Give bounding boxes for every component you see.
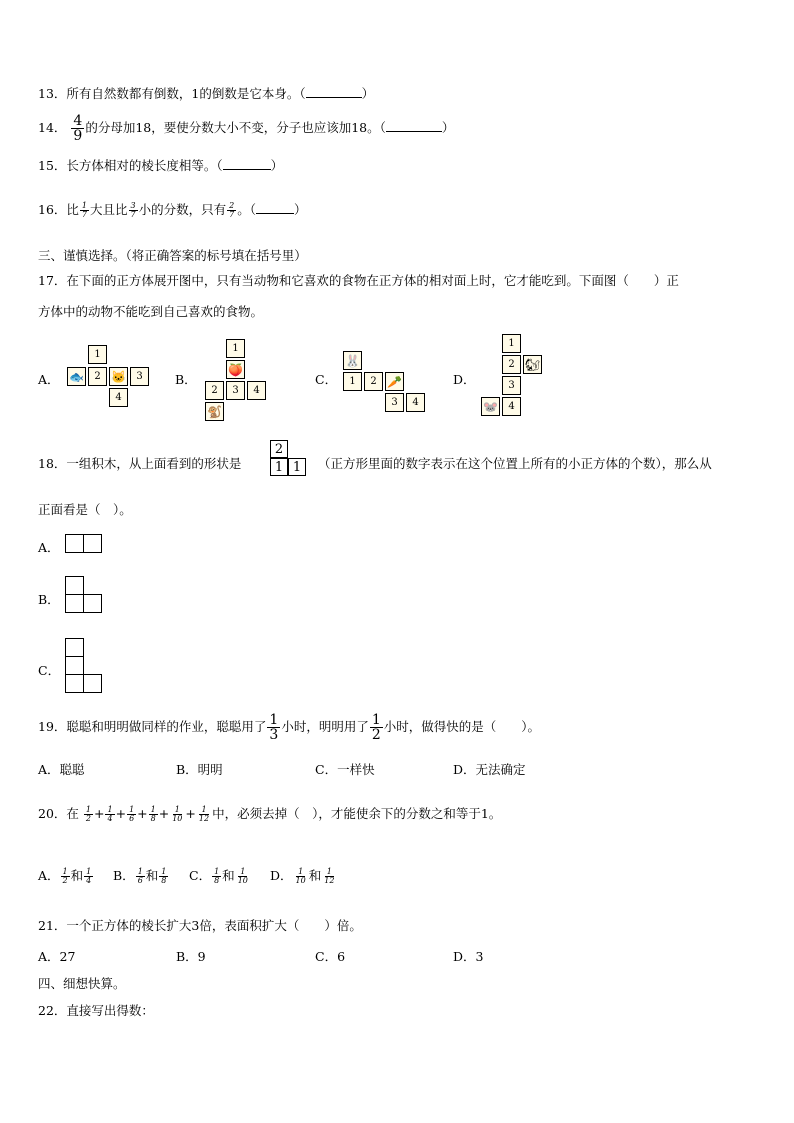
numerator: 1 <box>174 805 180 814</box>
fraction <box>61 868 70 885</box>
option-label-c[interactable]: C． <box>315 372 338 387</box>
option-label-d[interactable]: D． <box>453 372 476 387</box>
denominator: 4 <box>107 814 113 823</box>
fraction <box>236 868 250 885</box>
answer-blank[interactable] <box>256 202 294 214</box>
square <box>65 576 84 595</box>
question-21 <box>38 916 362 934</box>
text-segment: 中，必须去掉（ ），才能使余下的分数之和等于1。 <box>212 806 502 821</box>
fraction <box>227 202 236 219</box>
question-17-line-2: 方体中的动物不能吃到自己喜欢的食物。 <box>38 304 264 319</box>
peach-icon: 🍑 <box>226 360 245 379</box>
question-number: 16． <box>38 202 67 217</box>
square <box>65 674 84 693</box>
conjunction: 和 <box>308 868 322 883</box>
numerator: 1 <box>129 805 135 814</box>
text-segment: 。（ <box>237 202 256 217</box>
numerator: 1 <box>371 712 381 728</box>
option-label: B． <box>113 868 135 883</box>
text-segment: 小时，明明用了 <box>281 719 369 734</box>
fraction <box>84 868 93 885</box>
square <box>83 534 102 553</box>
plus-sign: + <box>115 806 127 821</box>
question-number: 14． <box>38 120 67 135</box>
option-label: D． <box>270 868 293 883</box>
net-cell: 1 <box>226 339 245 358</box>
numerator: 1 <box>62 867 68 876</box>
grid-cell: 1 <box>270 458 288 476</box>
plus-sign: + <box>158 806 170 821</box>
question-text: 长方体相对的棱长度相等。（ <box>66 158 223 173</box>
option-label-a[interactable]: A． <box>38 372 60 387</box>
fraction <box>370 713 383 742</box>
option-label-a[interactable]: A． <box>38 540 60 555</box>
option-label: A． <box>38 868 60 883</box>
option-b[interactable]: B．明明 <box>176 762 223 777</box>
question-number: 19． <box>38 719 67 734</box>
question-22 <box>38 1001 154 1019</box>
denominator: 10 <box>237 876 248 885</box>
net-cell: 1 <box>343 372 362 391</box>
question-text: 一组积木，从上面看到的形状是 <box>66 456 242 471</box>
fraction <box>136 868 145 885</box>
numerator: 1 <box>326 867 332 876</box>
option-label-b[interactable]: B． <box>38 592 60 607</box>
question-text: 在下面的正方体展开图中，只有当动物和它喜欢的食物在正方体的相对面上时，它才能吃到。下面图（ ）正 <box>66 273 679 288</box>
question-20 <box>38 804 501 823</box>
net-cell: 4 <box>109 388 128 407</box>
fraction <box>170 806 184 823</box>
question-16 <box>38 200 307 219</box>
question-17-line-1 <box>38 271 679 289</box>
fraction <box>105 806 114 823</box>
numerator: 4 <box>73 113 83 129</box>
question-18-line-2: 正面看是（ ）。 <box>38 502 132 517</box>
paren-close: ） <box>294 202 307 217</box>
denominator: 12 <box>198 814 210 823</box>
denominator: 7 <box>81 210 88 219</box>
plus-sign: + <box>137 806 148 821</box>
text-segment: 在 <box>66 806 79 821</box>
question-number: 13． <box>38 86 67 101</box>
denominator: 9 <box>73 128 83 144</box>
question-15 <box>38 156 283 174</box>
numerator: 1 <box>298 867 304 876</box>
net-cell: 3 <box>385 393 404 412</box>
cat-icon: 🐱 <box>109 367 128 386</box>
question-number: 22． <box>38 1003 67 1018</box>
top-view-grid <box>270 440 310 478</box>
numerator: 1 <box>201 805 207 814</box>
option-c[interactable]: C．6 <box>315 949 346 964</box>
net-cell: 1 <box>502 334 521 353</box>
option-c[interactable] <box>189 866 251 885</box>
conjunction: 和 <box>145 868 159 883</box>
option-label-b[interactable]: B． <box>175 372 197 387</box>
monkey-icon: 🐒 <box>205 402 224 421</box>
fraction <box>212 868 221 885</box>
question-text: 的分母加18，要使分数大小不变，分子也应该加18。（ <box>85 120 386 135</box>
question-number: 20． <box>38 806 67 821</box>
fraction <box>149 806 158 823</box>
answer-blank[interactable] <box>223 158 271 170</box>
denominator: 2 <box>371 727 381 743</box>
question-number: 15． <box>38 158 67 173</box>
denominator: 2 <box>85 814 91 823</box>
numerator: 2 <box>229 201 235 210</box>
grid-cell: 2 <box>270 440 288 458</box>
option-b[interactable] <box>113 866 169 885</box>
option-b[interactable]: B．9 <box>176 949 206 964</box>
fish-icon: 🐟 <box>67 367 86 386</box>
option-a[interactable]: A．聪聪 <box>38 762 85 777</box>
fraction <box>159 868 168 885</box>
net-cell: 2 <box>364 372 383 391</box>
question-number: 17． <box>38 273 67 288</box>
plus-sign: + <box>185 806 196 821</box>
section-heading-3: 三、谨慎选择。（将正确答案的标号填在括号里） <box>38 248 307 263</box>
question-number: 18． <box>38 456 67 471</box>
option-label: C． <box>189 868 212 883</box>
squirrel-icon: 🐿 <box>523 355 542 374</box>
text-segment: 大且比 <box>90 202 128 217</box>
numerator: 1 <box>86 867 92 876</box>
net-cell: 3 <box>502 376 521 395</box>
question-14 <box>38 114 454 143</box>
fraction <box>84 806 93 823</box>
answer-blank[interactable] <box>386 120 442 132</box>
square <box>65 656 84 675</box>
numerator: 1 <box>269 712 279 728</box>
denominator: 10 <box>295 876 306 885</box>
numerator: 1 <box>107 805 113 814</box>
option-label-c[interactable]: C． <box>38 663 61 678</box>
net-cell: 4 <box>247 381 266 400</box>
option-a[interactable]: A．27 <box>38 949 76 964</box>
question-text: 直接写出得数： <box>66 1003 154 1018</box>
numerator: 3 <box>130 201 136 210</box>
denominator: 8 <box>161 876 167 885</box>
denominator: 2 <box>62 876 68 885</box>
square <box>65 594 84 613</box>
numerator: 1 <box>161 867 167 876</box>
fraction <box>127 806 136 823</box>
net-cell: 2 <box>88 367 107 386</box>
numerator: 1 <box>85 805 91 814</box>
text-segment: 比 <box>66 202 79 217</box>
question-18-text-b: （正方形里面的数字表示在这个位置上所有的小正方体的个数），那么从 <box>318 456 712 471</box>
numerator: 1 <box>150 805 156 814</box>
answer-blank[interactable] <box>306 86 362 98</box>
fraction <box>267 713 280 742</box>
fraction <box>71 114 84 143</box>
section-heading-4: 四、细想快算。 <box>38 976 126 991</box>
paren-close: ） <box>361 86 375 101</box>
question-number: 21． <box>38 918 67 933</box>
square <box>65 534 84 553</box>
denominator: 10 <box>172 814 183 823</box>
denominator: 8 <box>214 876 220 885</box>
square <box>65 638 84 657</box>
grid-cell: 1 <box>288 458 306 476</box>
net-cell: 3 <box>130 367 149 386</box>
fraction <box>294 868 308 885</box>
question-text: 所有自然数都有倒数，1的倒数是它本身。（ <box>66 86 306 101</box>
paren-close: ） <box>270 158 284 173</box>
square <box>83 674 102 693</box>
square <box>83 594 102 613</box>
net-cell: 1 <box>88 345 107 364</box>
denominator: 6 <box>137 876 143 885</box>
denominator: 12 <box>324 876 335 885</box>
numerator: 1 <box>240 867 246 876</box>
text-segment: 小时，做得快的是（ ）。 <box>383 719 541 734</box>
conjunction: 和 <box>222 868 235 883</box>
denominator: 6 <box>129 814 135 823</box>
mouse-icon: 🐭 <box>481 397 500 416</box>
plus-sign: + <box>94 806 105 821</box>
rabbit-icon: 🐰 <box>343 351 362 370</box>
numerator: 1 <box>214 867 220 876</box>
denominator: 7 <box>130 210 136 219</box>
fraction <box>322 868 336 885</box>
fraction <box>197 806 211 823</box>
question-18-line-1 <box>38 454 241 472</box>
paren-close: ） <box>441 120 455 135</box>
denominator: 7 <box>229 210 235 219</box>
option-d[interactable] <box>270 866 337 885</box>
question-19 <box>38 713 540 742</box>
option-d[interactable]: D．3 <box>453 949 484 964</box>
net-cell: 2 <box>502 355 521 374</box>
option-a[interactable] <box>38 866 94 885</box>
numerator: 1 <box>137 867 143 876</box>
net-cell: 2 <box>205 381 224 400</box>
denominator: 4 <box>86 876 92 885</box>
option-c[interactable]: C．一样快 <box>315 762 375 777</box>
conjunction: 和 <box>70 868 84 883</box>
option-d[interactable]: D．无法确定 <box>453 762 526 777</box>
text-segment: 聪聪和明明做同样的作业，聪聪用了 <box>66 719 267 734</box>
carrot-icon: 🥕 <box>385 372 404 391</box>
fraction <box>80 202 89 219</box>
text-segment: 小的分数，只有 <box>138 202 227 217</box>
net-cell: 3 <box>226 381 245 400</box>
denominator: 8 <box>150 814 156 823</box>
fraction <box>129 202 138 219</box>
question-text: 一个正方体的棱长扩大3倍，表面积扩大（ ）倍。 <box>66 918 362 933</box>
net-cell: 4 <box>406 393 425 412</box>
denominator: 3 <box>269 727 279 743</box>
numerator: 1 <box>81 201 88 210</box>
net-cell: 4 <box>502 397 521 416</box>
question-13 <box>38 84 374 102</box>
